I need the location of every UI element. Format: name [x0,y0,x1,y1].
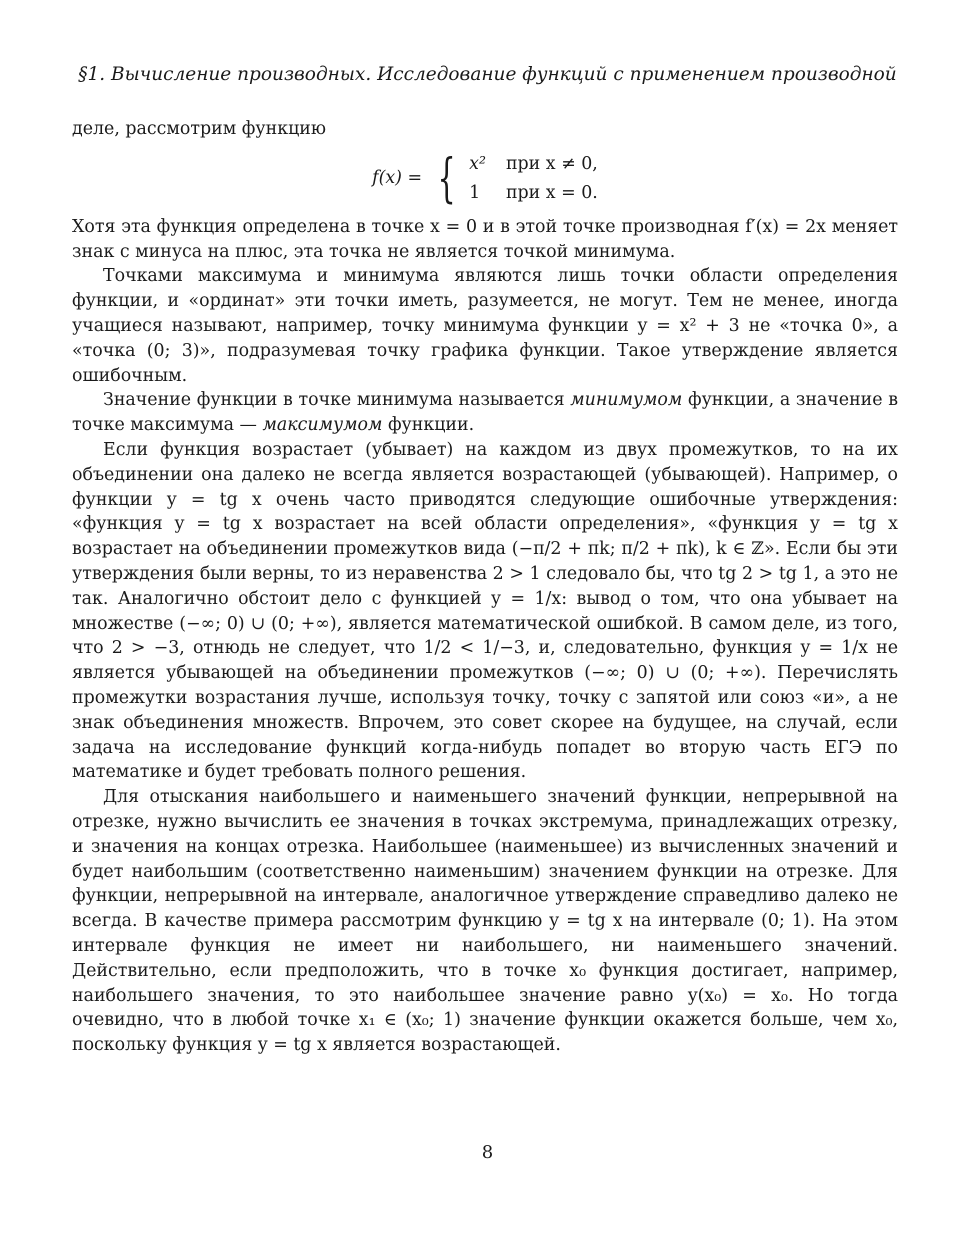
term-maximum: максимумом [262,415,383,436]
paragraph-intro: деле, рассмотрим функцию [72,119,326,139]
text: функции, а значение в точке максимума — [72,390,898,436]
case-2-expr: 1 [469,182,481,203]
formula-cases [469,152,598,206]
paragraph-1: Хотя эта функция определена в точке x = 0 и в этой точке производная f′(x) = 2x меняет знак с минуса на плюс, эта точка не является точкой минимума. [72,216,898,262]
running-header: §1. Вычисление производных. Исследование функций с применением производной [78,64,897,85]
paragraph-2: Точками максимума и минимума являются лишь точки области определения функции, и «ординат» эти точки иметь, разумеется, не могут. Тем не менее, иногда учащиеся называют, например, точку минимума функции y = x² + 3 не «точка 0», а «точка (0; 3)», подразумевая точку графика функции. Такое утверждение является ошибочным. [72,266,898,386]
case-1-expr: x² [469,154,486,174]
paragraph-3 [72,388,898,438]
term-minimum: минимумом [570,390,683,411]
formula-lhs: f(x) = [372,168,423,189]
piecewise-formula [72,148,898,210]
text: функции. [382,415,475,436]
page-body [72,117,898,1058]
case-2-condition: при x = 0. [505,182,598,203]
brace-symbol: { [437,148,456,209]
case-1-condition: при x ≠ 0, [505,154,598,174]
text: Значение функции в точке минимума называется [103,390,571,411]
paragraph-5: Для отыскания наибольшего и наименьшего значений функции, непрерывной на отрезке, нужно вычислить ее значения в точках экстремума, принадлежащих отрезку, и значения на концах отрезка. Наибольшее (наименьшее) из вычисленных значений и будет наибольшим (соответственно наименьшим) значением функции на отрезке. Для функции, непрерывной на интервале, аналогичное утверждение справедливо далеко не всегда. В качестве примера рассмотрим функцию y = tg x на интервале (0; 1). На этом интервале функция не имеет ни наибольшего, ни наименьшего значений. Действительно, если предположить, что в точке x₀ функция достигает, например, наибольшего значения, то это наибольшее значение равно y(x₀) = x₀. Но тогда очевидно, что в любой точке x₁ ∈ (x₀; 1) значение функции окажется больше, чем x₀, поскольку функция y = tg x является возрастающей. [72,787,898,1056]
page-number: 8 [481,1142,494,1163]
paragraph-4: Если функция возрастает (убывает) на каждом из двух промежутков, то на их объединении она далеко не всегда является возрастающей (убывающей). Например, о функции y = tg x очень часто приводятся следующие ошибочные утверждения: «функция y = tg x возрастает на всей области определения», «функция y = tg x возрастает на объединении промежутков вида (−π/2 + πk; π/2 + πk), k ∈ ℤ». Если бы эти утверждения были верны, то из неравенства 2 > 1 следовало бы, что tg 2 > tg 1, а это не так. Аналогично обстоит дело с функцией y = 1/x: вывод о том, что она убывает на множестве (−∞; 0) ∪ (0; +∞), является математической ошибкой. В самом деле, из того, что 2 > −3, отнюдь не следует, что 1/2 < 1/−3, и, следовательно, функция y = 1/x не является убывающей на объединении промежутков (−∞; 0) ∪ (0; +∞). Перечислять промежутки возрастания лучше, используя точку, точку с запятой или союз «и», а не знак объединения множеств. Впрочем, это совет скорее на будущее, на случай, если задача на исследование функций когда-нибудь попадет во вторую часть ЕГЭ по математике и будет требовать полного решения. [72,439,898,783]
